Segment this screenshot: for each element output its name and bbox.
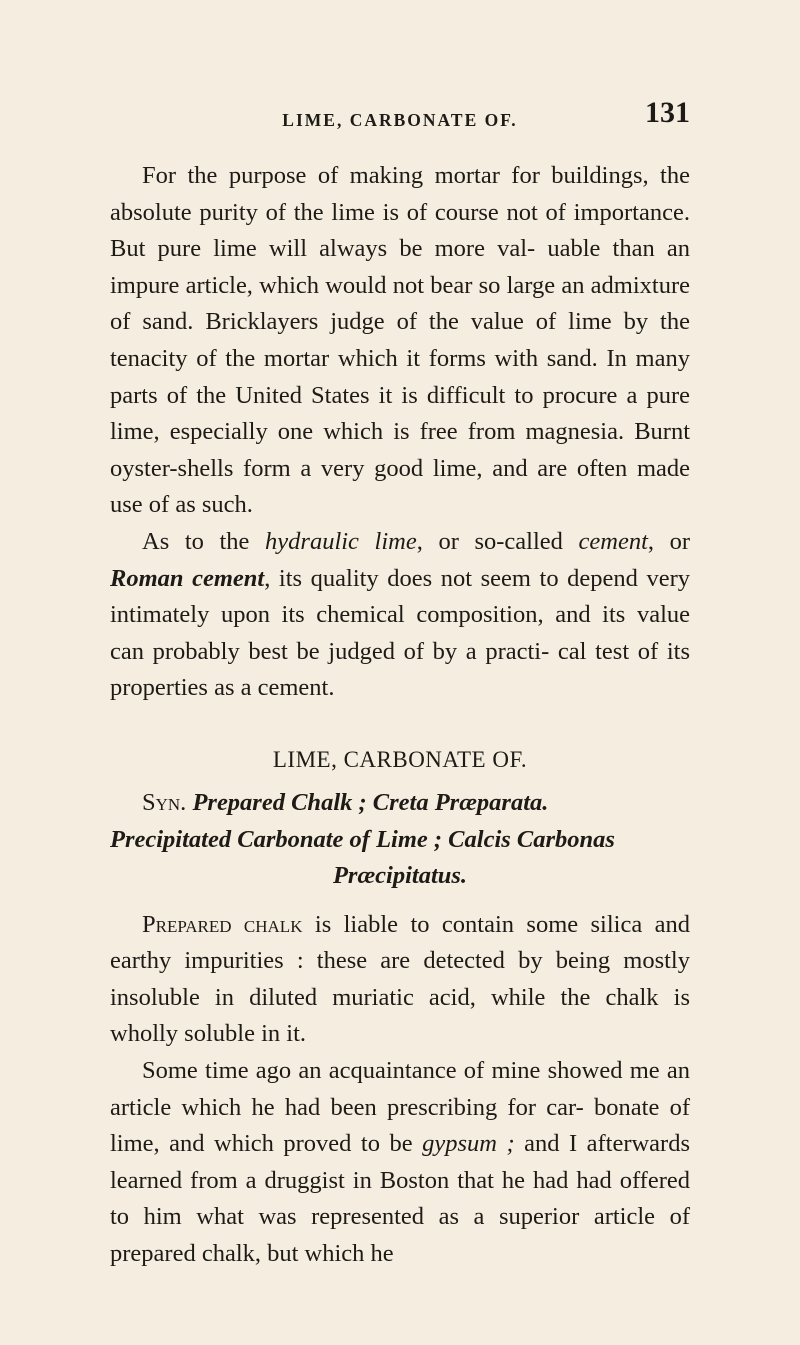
- paragraph-hydraulic-lime: [110, 524, 690, 707]
- synonyms-line-2: [110, 822, 690, 859]
- paragraph-mortar: For the purpose of making mortar for buildings, the absolute purity of the lime is of course not of importance. But pure lime will always be more val- uable than an impure article, which would not bear so large an admixture of sand. Bricklayers judge of the value of lime by the tenacity of the mortar which it forms with sand. In many parts of the United States it is difficult to procure a pure lime, especially one which is free from magnesia. Burnt oyster-shells form a very good lime, and are often made use of as such.: [110, 162, 690, 519]
- syn-label: Syn.: [142, 788, 187, 816]
- syn-names-2: Precipitated Carbonate of Lime ; Calcis Carbonas: [110, 825, 615, 853]
- syn-names-3: Præcipitatus.: [332, 862, 468, 890]
- text-run: , or: [647, 527, 691, 555]
- text-run: Some time ago an acquaintance of mine showed me an article which he had been prescribing for car- bonate of lime, and which proved to be: [110, 1057, 690, 1158]
- term-gypsum: gypsum ;: [422, 1130, 515, 1158]
- section-heading: LIME, CARBONATE OF.: [272, 746, 528, 772]
- page-number: 131: [645, 96, 690, 129]
- term-cement: cement: [578, 527, 648, 555]
- synonyms-line-3: [110, 858, 690, 895]
- text-run: and I afterwards learned from a druggist in Boston that he had had offered to him what was represented as a superior article of prepared chalk, but which he: [110, 1130, 691, 1268]
- term-hydraulic-lime: hydraulic lime: [265, 527, 417, 555]
- running-head: [110, 86, 690, 136]
- running-title: LIME, CARBONATE OF.: [282, 110, 518, 130]
- text-run: , its quality does not seem to depend very intimately upon its chemical composition, and its value can probably best be judged of by a practi- cal test of its properties as a cement.: [110, 564, 691, 702]
- synonyms-line: [110, 785, 690, 822]
- paragraph-gypsum: [110, 1053, 690, 1273]
- syn-names-1: Prepared Chalk ; Creta Præparata.: [192, 788, 549, 816]
- lead-prepared-chalk: Prepared chalk: [142, 910, 303, 938]
- text-run: , or so-called: [416, 527, 579, 555]
- body-text: [110, 158, 690, 1273]
- text-run: As to the: [142, 527, 266, 555]
- paragraph-prepared-chalk: [110, 907, 690, 1053]
- term-roman-cement: Roman cement: [110, 564, 265, 592]
- text-run: is liable to contain some silica and earthy impurities : these are detected by being mostly insoluble in diluted muriatic acid, while the chalk is wholly soluble in it.: [110, 910, 690, 1048]
